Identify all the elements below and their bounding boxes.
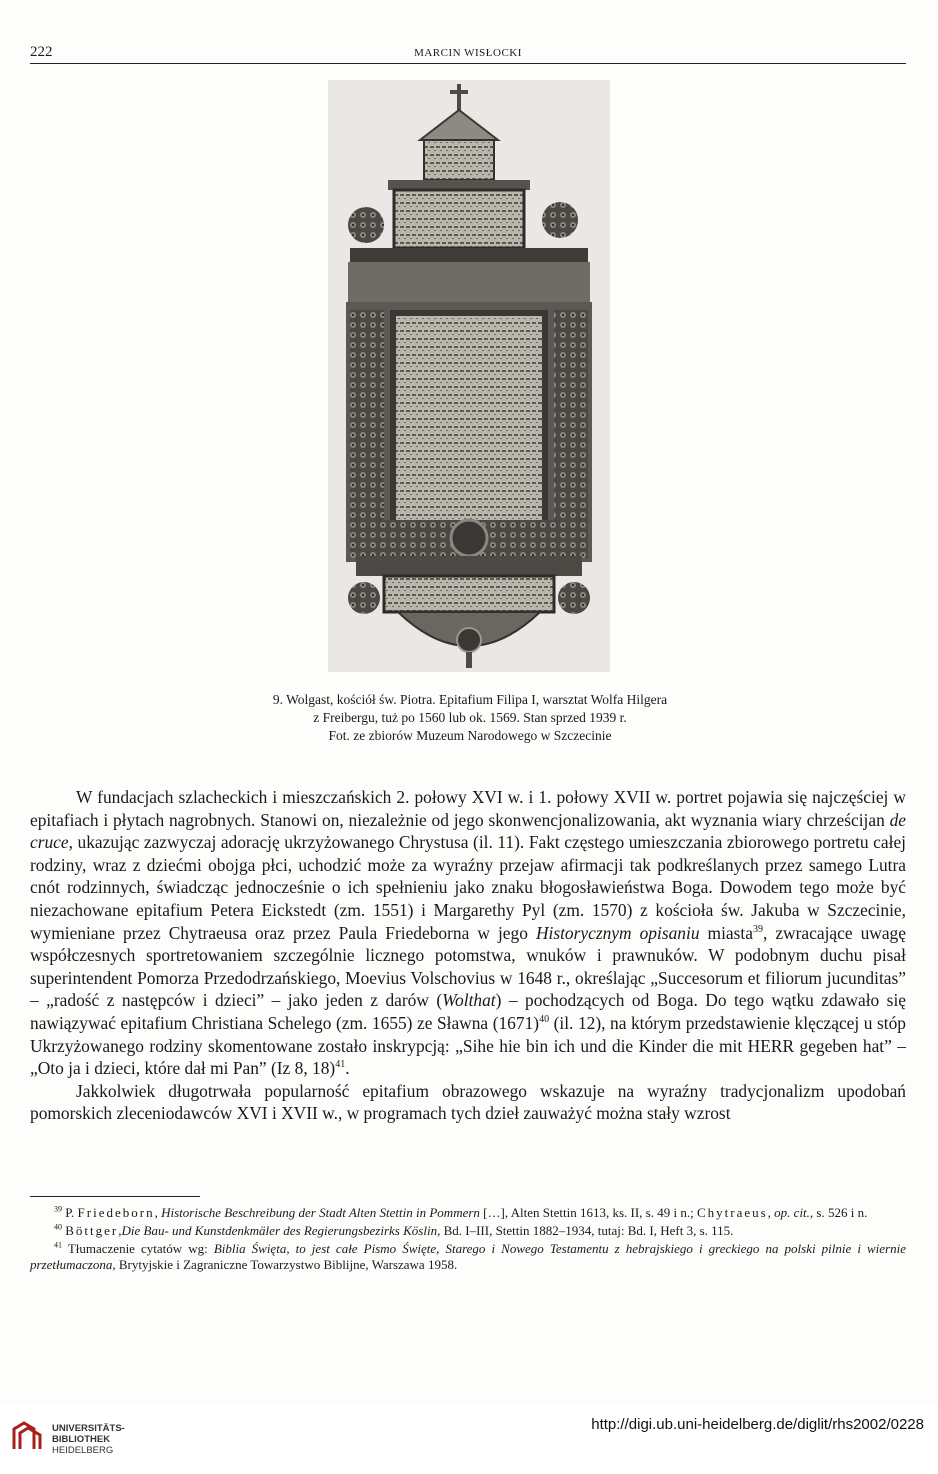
caption-line: z Freibergu, tuż po 1560 lub ok. 1569. Stan sprzed 1939 r. — [313, 710, 627, 725]
figure-caption — [150, 691, 790, 745]
footnotes — [30, 1205, 906, 1275]
footnote-rule — [30, 1196, 200, 1197]
footnote-41: $^{41}$ Tłumaczenie cytatów wg: Biblia Święta, to jest całe Pismo Święte, Starego i Nowego Testamentu z hebrajskiego i greckiego na polski pilnie i wiernie przetłumaczona, Brytyjskie i Zagraniczne Towarzystwo Biblijne, Warszawa 1958. — [30, 1240, 907, 1272]
paragraph: W fundacjach szlacheckich i mieszczańskich 2. połowy XVI w. i 1. połowy XVII w. portret pojawia się najczęściej w epitafiach i płytach nagrobnych. Stanowi on, niezależnie od jego skonwencjonalizowania, akt wyznania wiary chrześcijan de cruce, ukazując zazwyczaj adorację ukrzyżowanego Chrystusa (il. 11). Fakt częstego umieszczania zbiorowego portretu całej rodziny, wraz z dziećmi obojga płci, uchodzić może za wyraźny przejaw afirmacji tak podkreślanych przez samego Lutra cnót rodzinnych, świadcząc jednocześnie o ich spełnieniu jako znaku błogosławieństwa Boga. Dowodem tego może być niezachowane epitafium Petera Eickstedt (zm. 1551) i Margarethy Pyl (zm. 1570) z kościoła św. Jakuba w Szczecinie, wymieniane przez Chytraeusa oraz przez Paula Friedeborna w jego Historycznym opisaniu miasta$^{39}$, zwracające uwagę współczesnych sportretowaniem szczególnie licznego potomstwa, wnuków i prawnuków. W podobnym duchu pisał superintendent Pomorza Przedodrzańskiego, Moevius Volschovius w 1648 r., określając „Succesorum et filiorum jucunditas” – „radość z następców i dzieci” – jako jeden z darów (Wolthat) – pochodzących od Boga. Do tego wątku zdawało się nawiązywać epitafium Christiana Schelego (zm. 1655) ze Sławna $(1671)^{40}$ (il. 12), na którym przedstawienie klęczącej u stóp Ukrzyżowanego rodziny skomentowane zostało inskrypcją: „Sihe hie bin ich und die Kinder die mit HERR gegeben hat” – „Oto ja i dzieci, które dał mi Pan” (Iz 8, 18)$^{41}$. — [30, 787, 906, 1079]
page-header — [30, 44, 906, 64]
caption-line: Fot. ze zbiorów Muzeum Narodowego w Szczecinie — [328, 728, 612, 743]
footnote-ref: 39 — [752, 923, 763, 935]
footnote-ref: 40 — [539, 1014, 550, 1026]
library-logo-icon — [10, 1419, 44, 1453]
digitization-footer — [0, 1404, 938, 1474]
body-text — [30, 786, 906, 1125]
source-url-link[interactable]: http://digi.ub.uni-heidelberg.de/diglit/rhs2002/0228 — [591, 1416, 924, 1433]
footnote-40: $^{40}$ Böttger,Die Bau- und Kunstdenkmäler des Regierungsbezirks Köslin, Bd. I–III, Stettin 1882–1934, tutaj: Bd. I, Heft 3, s. 115. — [54, 1222, 734, 1238]
epitaph-photograph — [328, 80, 610, 672]
caption-line: 9. Wolgast, kościół św. Piotra. Epitafium Filipa I, warsztat Wolfa Hilgera — [272, 692, 668, 707]
page-number: 222 — [30, 44, 53, 60]
footnote-ref: 41 — [335, 1059, 346, 1071]
header-rule — [30, 63, 906, 64]
library-name: UNIVERSITÄTS- BIBLIOTHEK HEIDELBERG — [52, 1423, 125, 1456]
footnote-39: $^{39}$ P. Friedeborn, Historische Beschreibung der Stadt Alten Stettin in Pommern […], Alten Stettin 1613, ks. II, s. 49 i n.; Chytraeus, op. cit., s. 526 i n. — [54, 1204, 868, 1220]
paragraph: Jakkolwiek długotrwała popularność epitafium obrazowego wskazuje na wyraźny tradycjonalizm upodobań pomorskich zleceniodawców XVI i XVII w., w programach tych dzieł zauważyć można stały wzrost — [30, 1080, 906, 1124]
running-title: MARCIN WISŁOCKI — [414, 47, 522, 59]
